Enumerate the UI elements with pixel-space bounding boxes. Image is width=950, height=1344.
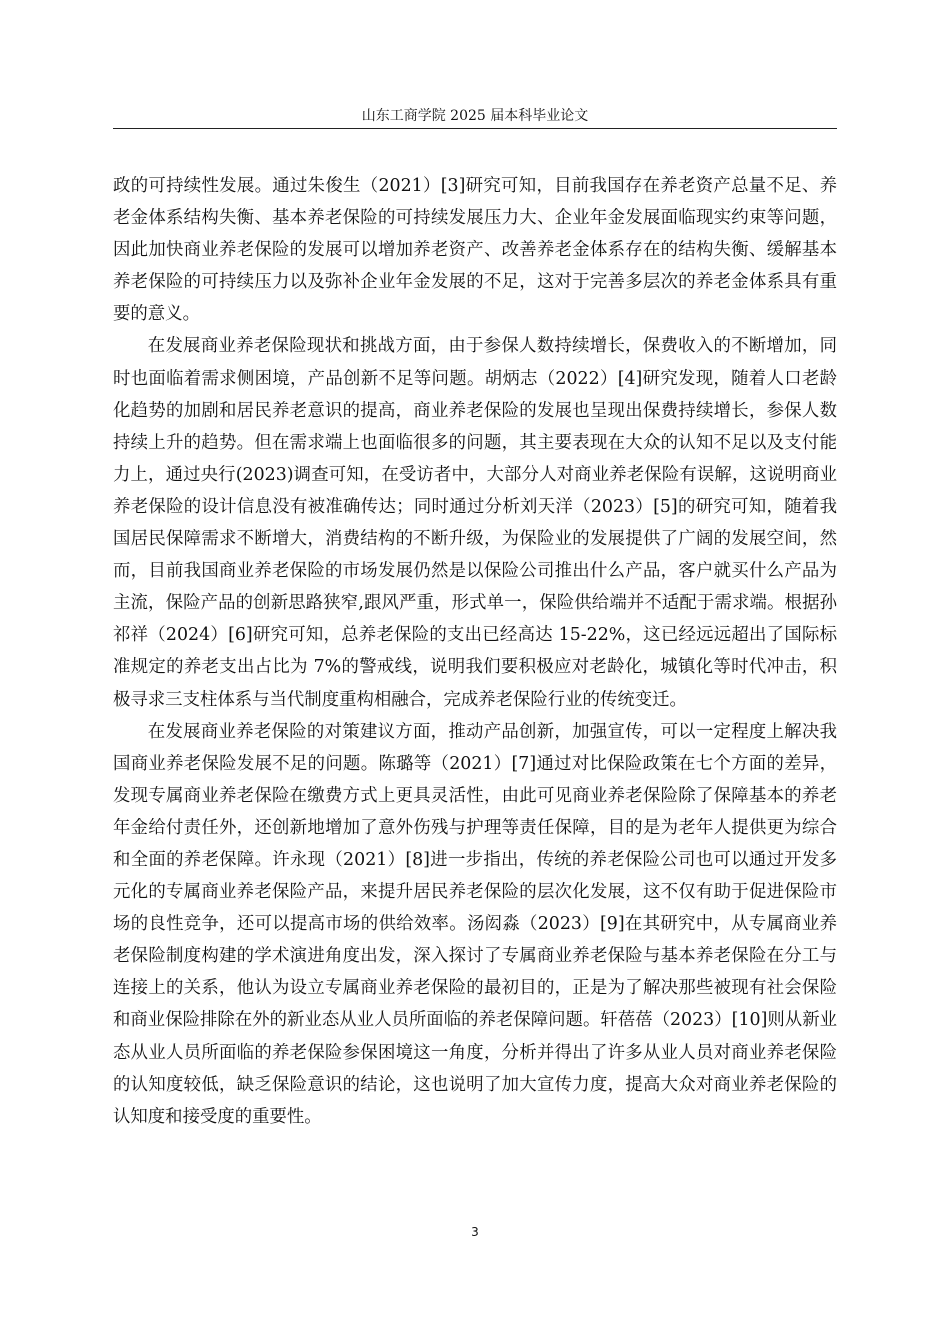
header-divider: [113, 128, 837, 129]
running-header: 山东工商学院 2025 届本科毕业论文: [361, 108, 589, 124]
paragraph-status-challenges: 在发展商业养老保险现状和挑战方面，由于参保人数持续增长，保费收入的不断增加，同时也面临着需求侧困境，产品创新不足等问题。胡炳志（2022）[4]研究发现，随着人口老龄化趋势的加剧和居民养老意识的提高，商业养老保险的发展也呈现出保费持续增长，参保人数持续上升的趋势。但在需求端上也面临很多的问题，其主要表现在大众的认知不足以及支付能力上，通过央行(2023)调查可知，在受访者中，大部分人对商业养老保险有误解，这说明商业养老保险的设计信息没有被准确传达；同时通过分析刘天洋（2023）[5]的研究可知，随着我国居民保障需求不断增大，消费结构的不断升级，为保险业的发展提供了广阔的发展空间，然而，目前我国商业养老保险的市场发展仍然是以保险公司推出什么产品，客户就买什么产品为主流，保险产品的创新思路狭窄,跟风严重，形式单一，保险供给端并不适配于需求端。根据孙祁祥（2024）[6]研究可知，总养老保险的支出已经高达 15-22%，这已经远远超出了国际标准规定的养老支出占比为 7%的警戒线，说明我们要积极应对老龄化，城镇化等时代冲击，积极寻求三支柱体系与当代制度重构相融合，完成养老保险行业的传统变迁。: [113, 336, 837, 710]
body-text: [113, 170, 837, 1133]
paragraph-policy-recommendations: 在发展商业养老保险的对策建议方面，推动产品创新，加强宣传，可以一定程度上解决我国商业养老保险发展不足的问题。陈璐等（2021）[7]通过对比保险政策在七个方面的差异，发现专属商业养老保险在缴费方式上更具灵活性，由此可见商业养老保险除了保障基本的养老年金给付责任外，还创新地增加了意外伤残与护理等责任保障，目的是为老年人提供更为综合和全面的养老保障。许永现（2021）[8]进一步指出，传统的养老保险公司也可以通过开发多元化的专属商业养老保险产品，来提升居民养老保险的层次化发展，这不仅有助于促进保险市场的良性竞争，还可以提高市场的供给效率。汤闳淼（2023）[9]在其研究中，从专属商业养老保险制度构建的学术演进角度出发，深入探讨了专属商业养老保险与基本养老保险在分工与连接上的关系，他认为设立专属商业养老保险的最初目的，正是为了解决那些被现有社会保险和商业保险排除在外的新业态从业人员所面临的养老保障问题。轩蓓蓓（2023）[10]则从新业态从业人员所面临的养老保险参保困境这一角度，分析并得出了许多从业人员对商业养老保险的认知度较低，缺乏保险意识的结论，这也说明了加大宣传力度，提高大众对商业养老保险的认知度和接受度的重要性。: [113, 721, 837, 1127]
page-number: 3: [471, 1225, 479, 1239]
paragraph-continued: 政的可持续性发展。通过朱俊生（2021）[3]研究可知，目前我国存在养老资产总量不足、养老金体系结构失衡、基本养老保险的可持续发展压力大、企业年金发展面临现实约束等问题，因此加快商业养老保险的发展可以增加养老资产、改善养老金体系存在的结构失衡、缓解基本养老保险的可持续压力以及弥补企业年金发展的不足，这对于完善多层次的养老金体系具有重要的意义。: [113, 176, 837, 325]
